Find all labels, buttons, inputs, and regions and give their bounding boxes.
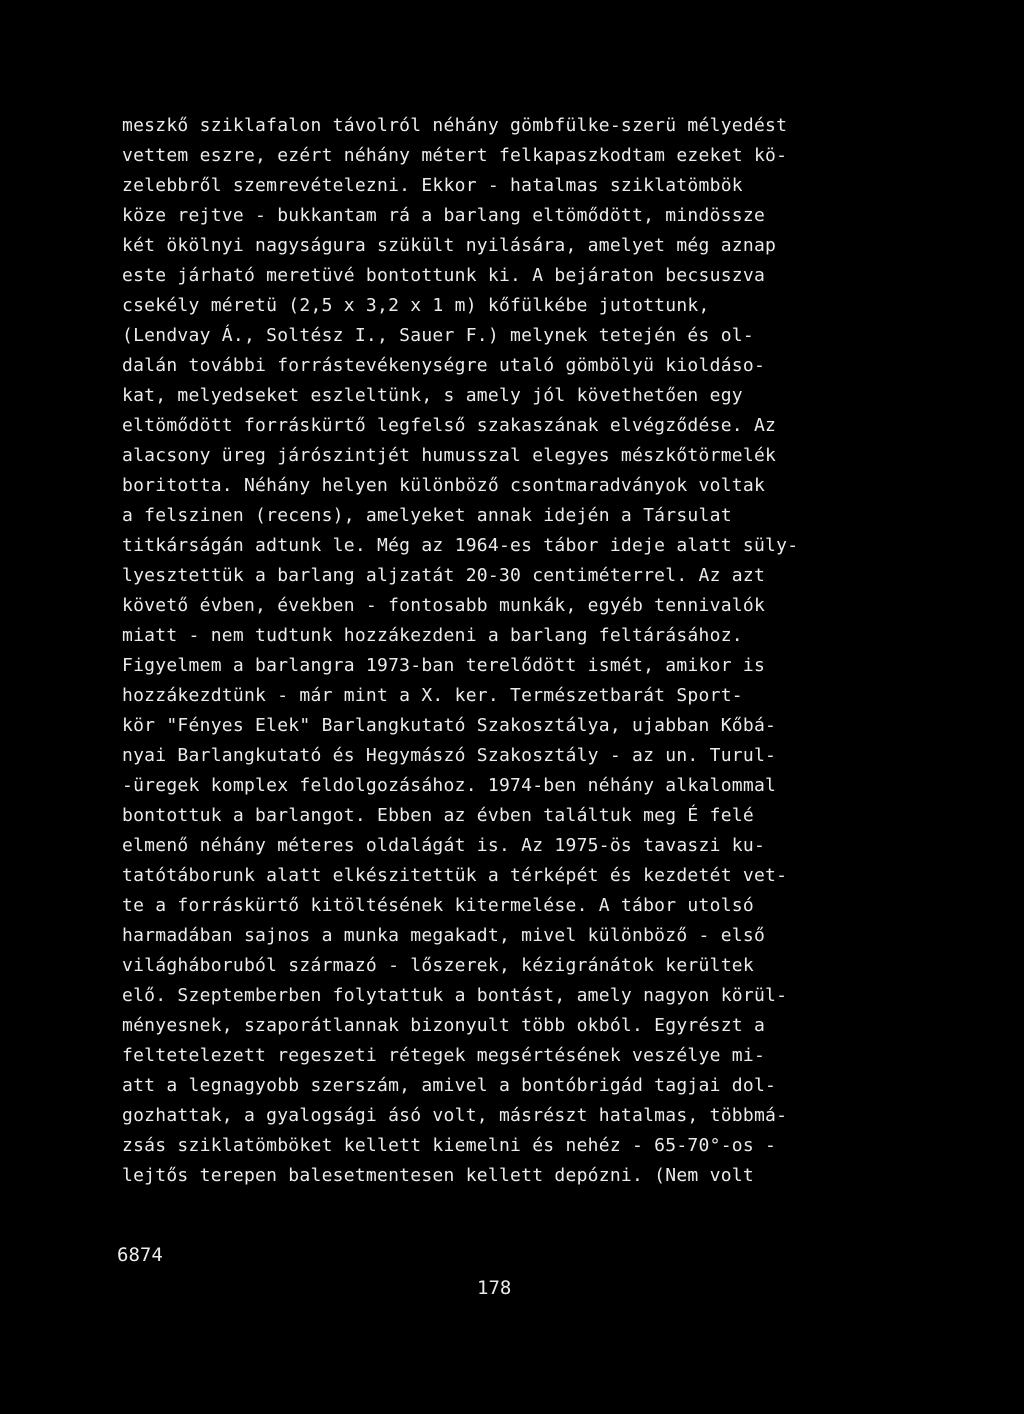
body-text [122, 111, 882, 1191]
body-line: bontottuk a barlangot. Ebben az évben találtuk meg É felé [122, 805, 754, 826]
body-line: zelebbről szemrevételezni. Ekkor - hatalmas sziklatömbök [122, 175, 743, 196]
body-line: dalán további forrástevékenységre utaló gömbölyü kioldáso- [122, 355, 766, 376]
archive-number: 6874 [117, 1244, 163, 1266]
body-line: este járható meretüvé bontottunk ki. A bejáraton becsuszva [122, 265, 766, 286]
body-line: Figyelmem a barlangra 1973-ban terelődött ismét, amikor is [122, 655, 766, 676]
body-line: att a legnagyobb szerszám, amivel a bontóbrigád tagjai dol- [122, 1075, 777, 1096]
body-line: két ökölnyi nagyságura szükült nyilására, amelyet még aznap [122, 235, 777, 256]
body-line: zsás sziklatömböket kellett kiemelni és nehéz - 65-70°-os - [122, 1135, 777, 1156]
body-line: köze rejtve - bukkantam rá a barlang eltömődött, mindössze [122, 205, 766, 226]
body-line: kat, melyedseket eszleltünk, s amely jól követhetően egy [122, 385, 743, 406]
body-line: nyai Barlangkutató és Hegymászó Szakosztály - az un. Turul- [122, 745, 777, 766]
body-line: harmadában sajnos a munka megakadt, mivel különböző - első [122, 925, 766, 946]
body-line: világháboruból származó - lőszerek, kézigránátok kerültek [122, 955, 754, 976]
body-line: ményesnek, szaporátlannak bizonyult több okból. Egyrészt a [122, 1015, 766, 1036]
body-line: feltetelezett regeszeti rétegek megsértésének veszélye mi- [122, 1045, 766, 1066]
body-line: -üregek komplex feldolgozásához. 1974-ben néhány alkalommal [122, 775, 777, 796]
body-line: hozzákezdtünk - már mint a X. ker. Természetbarát Sport- [122, 685, 743, 706]
body-line: lejtős terepen balesetmentesen kellett depózni. (Nem volt [122, 1165, 754, 1186]
body-line: te a forráskürtő kitöltésének kitermelése. A tábor utolsó [122, 895, 754, 916]
body-line: követő évben, években - fontosabb munkák, egyéb tennivalók [122, 595, 766, 616]
body-line: elő. Szeptemberben folytattuk a bontást, amely nagyon körül- [122, 985, 788, 1006]
body-line: a felszinen (recens), amelyeket annak idején a Társulat [122, 505, 732, 526]
body-line: elmenő néhány méteres oldalágát is. Az 1975-ös tavaszi ku- [122, 835, 766, 856]
page-number: 178 [477, 1277, 512, 1299]
body-line: csekély méretü (2,5 x 3,2 x 1 m) kőfülkébe jutottunk, [122, 295, 710, 316]
body-line: alacsony üreg járószintjét humusszal elegyes mészkőtörmelék [122, 445, 777, 466]
body-line: gozhattak, a gyalogsági ásó volt, másrészt hatalmas, többmá- [122, 1105, 788, 1126]
body-line: eltömődött forráskürtő legfelső szakaszának elvégződése. Az [122, 415, 777, 436]
body-line: meszkő sziklafalon távolról néhány gömbfülke-szerü mélyedést [122, 115, 788, 136]
body-line: tatótáborunk alatt elkészitettük a térképét és kezdetét vet- [122, 865, 788, 886]
body-line: lyesztettük a barlang aljzatát 20-30 centiméterrel. Az azt [122, 565, 766, 586]
body-line: miatt - nem tudtunk hozzákezdeni a barlang feltárásához. [122, 625, 743, 646]
body-line: (Lendvay Á., Soltész I., Sauer F.) melynek tetején és ol- [122, 325, 754, 346]
body-line: vettem eszre, ezért néhány métert felkapaszkodtam ezeket kö- [122, 145, 788, 166]
body-line: titkárságán adtunk le. Még az 1964-es tábor ideje alatt süly- [122, 535, 799, 556]
body-line: boritotta. Néhány helyen különböző csontmaradványok voltak [122, 475, 766, 496]
body-line: kör "Fényes Elek" Barlangkutató Szakosztálya, ujabban Kőbá- [122, 715, 777, 736]
